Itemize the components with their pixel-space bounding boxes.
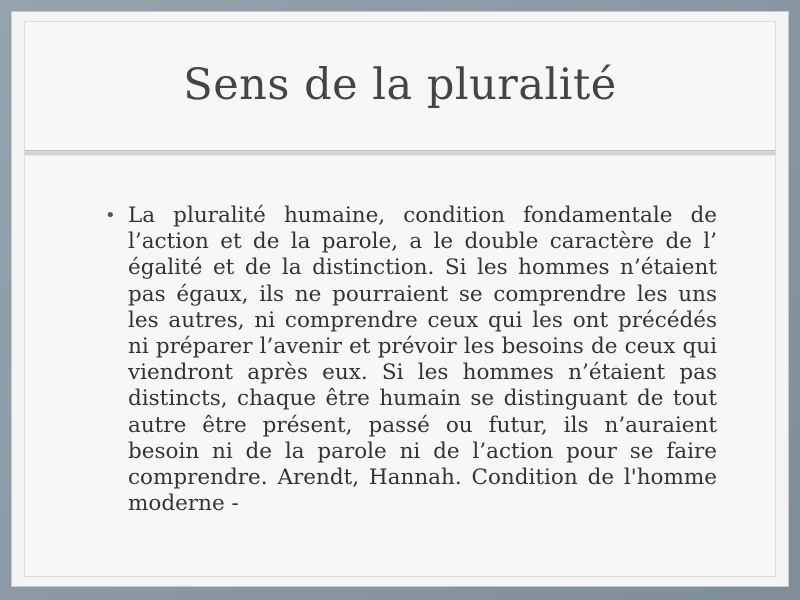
title-divider bbox=[25, 150, 775, 156]
bullet-item bbox=[105, 203, 717, 517]
slide bbox=[11, 11, 789, 587]
bullet-list bbox=[105, 203, 717, 517]
slide-title: Sens de la pluralité bbox=[183, 60, 617, 110]
bullet-marker: • bbox=[105, 205, 116, 226]
bullet-text: La pluralité humaine, condition fondamentale de l’action et de la parole, a le double caractère de l’ égalité et de la distinction. Si les hommes n’étaient pas égaux, ils ne pourraient se comprendre les uns les autres, ni comprendre ceux qui les ont précédés ni préparer l’avenir et prévoir les besoins de ceux qui viendront après eux. Si les hommes n’étaient pas distincts, chaque être humain se distinguant de tout autre être présent, passé ou futur, ils n’auraient besoin ni de la parole ni de l’action pour se faire comprendre. Arendt, Hannah. Condition de l'homme moderne - bbox=[128, 203, 717, 517]
